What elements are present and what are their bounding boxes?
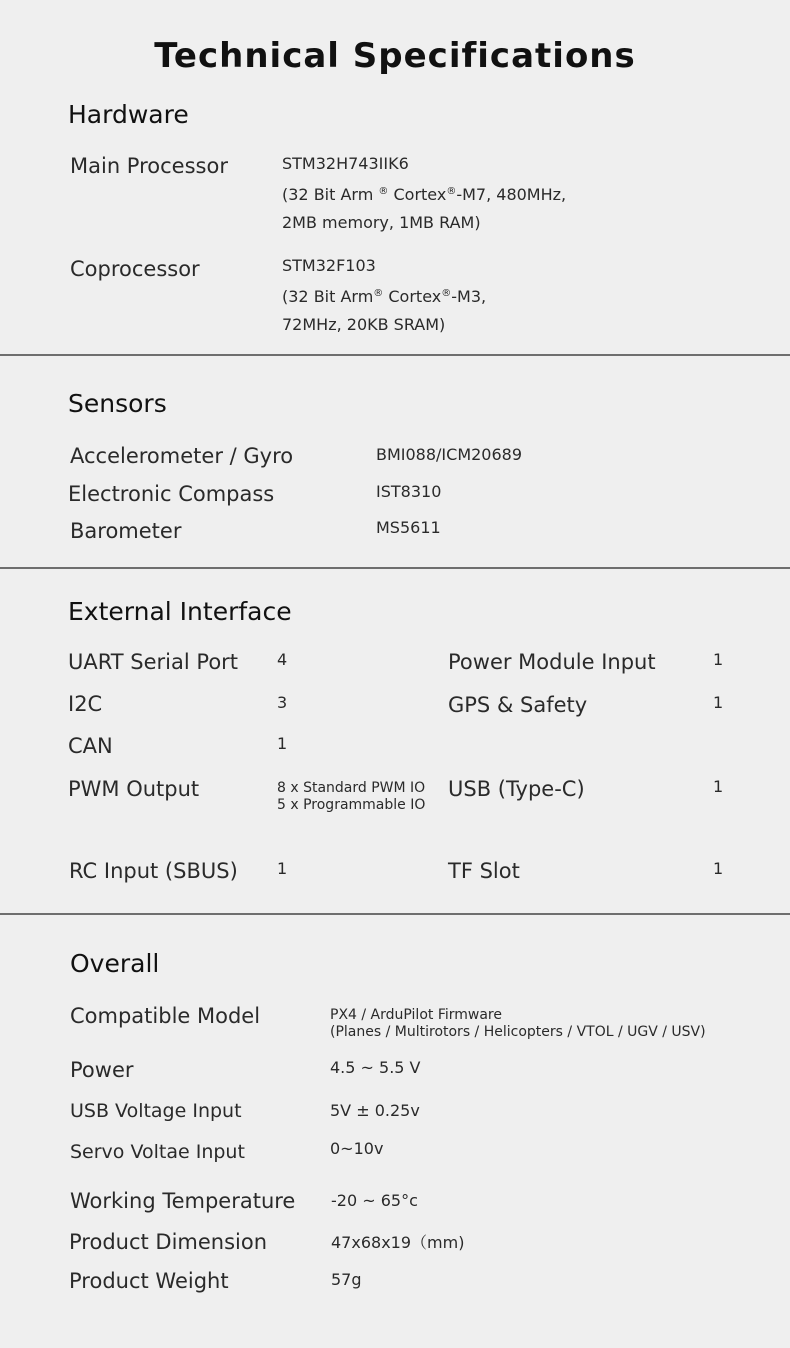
spec-value-gps-safety: 1: [713, 693, 724, 712]
spec-value-accelerometer-gyro: BMI088/ICM20689: [376, 445, 523, 464]
spec-label-power: Power: [70, 1058, 134, 1082]
spec-value-pwm-output: 8 x Standard PWM IO 5 x Programmable IO: [277, 780, 426, 813]
page-title: Technical Specifications: [154, 36, 636, 76]
spec-value-servo-voltage-input: 0~10v: [330, 1139, 384, 1158]
spec-label-i2c: I2C: [68, 692, 103, 716]
spec-value-main-processor: STM32H743IIK6 (32 Bit Arm ® Cortex®-M7, 480MHz, 2MB memory, 1MB RAM): [282, 154, 567, 232]
section-heading-hardware: Hardware: [68, 100, 189, 129]
section-heading-external-interface: External Interface: [68, 597, 292, 626]
spec-value-barometer: MS5611: [376, 518, 441, 537]
spec-value-coprocessor: STM32F103 (32 Bit Arm® Cortex®-M3, 72MHz, 20KB SRAM): [282, 256, 487, 334]
spec-label-can: CAN: [68, 734, 113, 758]
spec-label-usb-voltage-input: USB Voltage Input: [70, 1100, 242, 1122]
spec-label-pwm-output: PWM Output: [68, 777, 200, 801]
spec-label-coprocessor: Coprocessor: [70, 257, 200, 281]
spec-value-power: 4.5 ~ 5.5 V: [330, 1058, 421, 1077]
spec-label-main-processor: Main Processor: [70, 154, 228, 178]
spec-value-power-module-input: 1: [713, 650, 724, 669]
section-divider: [0, 567, 790, 569]
spec-value-rc-input: 1: [277, 859, 288, 878]
spec-label-usb-type-c: USB (Type-C): [448, 777, 585, 801]
spec-label-working-temperature: Working Temperature: [70, 1189, 296, 1213]
spec-value-tf-slot: 1: [713, 859, 724, 878]
spec-label-product-weight: Product Weight: [69, 1269, 229, 1293]
spec-label-electronic-compass: Electronic Compass: [68, 482, 275, 506]
spec-value-product-dimension: 47x68x19（mm): [331, 1233, 465, 1252]
spec-label-power-module-input: Power Module Input: [448, 650, 656, 674]
spec-label-accelerometer-gyro: Accelerometer / Gyro: [70, 444, 294, 468]
spec-label-tf-slot: TF Slot: [448, 859, 520, 883]
spec-label-compatible-model: Compatible Model: [70, 1004, 261, 1028]
spec-value-can: 1: [277, 734, 288, 753]
spec-value-usb-type-c: 1: [713, 777, 724, 796]
spec-label-product-dimension: Product Dimension: [69, 1230, 268, 1254]
spec-value-i2c: 3: [277, 693, 288, 712]
section-heading-overall: Overall: [70, 949, 160, 978]
spec-value-electronic-compass: IST8310: [376, 482, 442, 501]
spec-label-gps-safety: GPS & Safety: [448, 693, 588, 717]
spec-value-working-temperature: -20 ~ 65°c: [331, 1191, 418, 1210]
spec-value-compatible-model: PX4 / ArduPilot Firmware (Planes / Multirotors / Helicopters / VTOL / UGV / USV): [330, 1007, 706, 1040]
section-divider: [0, 913, 790, 915]
spec-label-barometer: Barometer: [70, 519, 182, 543]
spec-label-servo-voltage-input: Servo Voltae Input: [70, 1141, 245, 1163]
section-heading-sensors: Sensors: [68, 389, 167, 418]
spec-label-rc-input: RC Input (SBUS): [69, 859, 238, 883]
spec-value-uart: 4: [277, 650, 288, 669]
spec-label-uart: UART Serial Port: [68, 650, 239, 674]
section-divider: [0, 354, 790, 356]
spec-value-product-weight: 57g: [331, 1270, 362, 1289]
spec-value-usb-voltage-input: 5V ± 0.25v: [330, 1101, 420, 1120]
